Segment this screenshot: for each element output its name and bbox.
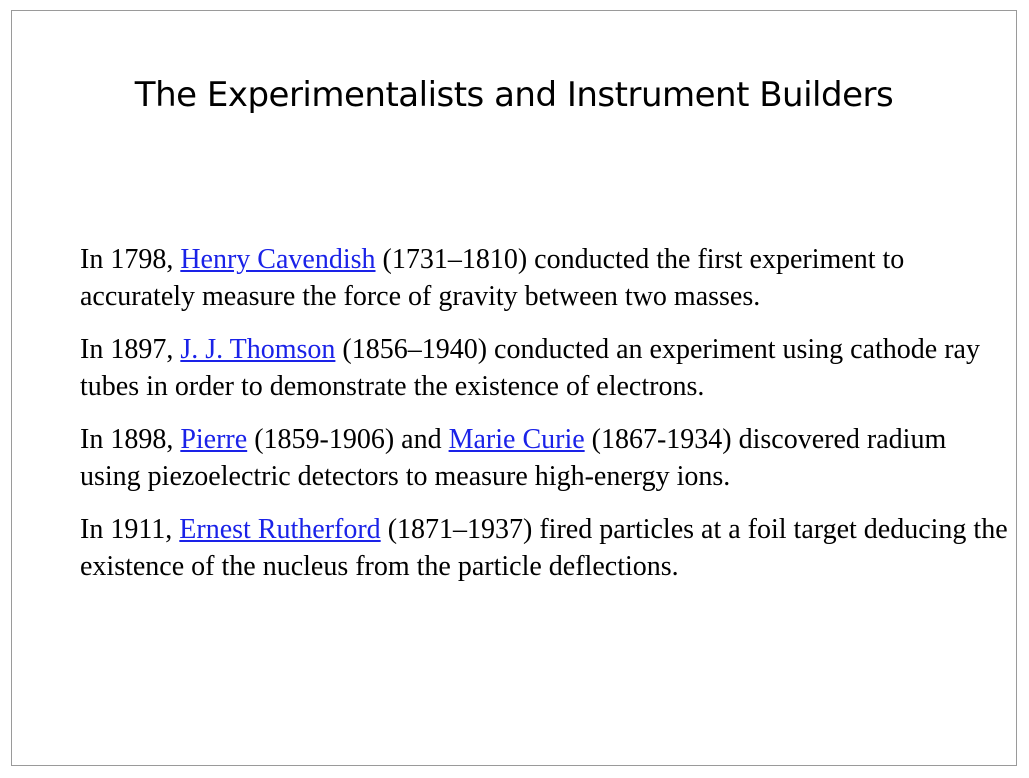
link-henry-cavendish[interactable]: Henry Cavendish <box>180 244 376 275</box>
link-pierre[interactable]: Pierre <box>180 424 248 455</box>
link-ernest-rutherford[interactable]: Ernest Rutherford <box>179 514 381 545</box>
paragraph-text: (1731–1810) conducted the first experiment to accurately measure the force of gravity between two masses. <box>80 244 905 312</box>
link-marie-curie[interactable]: Marie Curie <box>448 424 585 455</box>
slide-body <box>80 241 1010 601</box>
paragraph-text: (1867-1934) discovered radium using piezoelectric detectors to measure high-energy ions. <box>80 424 947 492</box>
paragraph-prefix: In 1911, <box>80 514 180 545</box>
paragraph-prefix: In 1898, <box>80 424 181 455</box>
paragraph-text: (1859-1906) and <box>247 424 449 455</box>
paragraph-thomson <box>80 331 1010 405</box>
paragraph-prefix: In 1798, <box>80 244 181 275</box>
paragraph-text: (1871–1937) fired particles at a foil target deducing the existence of the nucleus from the particle deflections. <box>80 514 1008 582</box>
link-jj-thomson[interactable]: J. J. Thomson <box>180 334 336 365</box>
paragraph-rutherford <box>80 511 1010 585</box>
paragraph-text: (1856–1940) conducted an experiment using cathode ray tubes in order to demonstrate the existence of electrons. <box>80 334 980 402</box>
slide-title: The Experimentalists and Instrument Builders <box>134 75 894 115</box>
slide <box>11 10 1017 766</box>
paragraph-curie <box>80 421 1010 495</box>
paragraph-cavendish <box>80 241 1010 315</box>
paragraph-prefix: In 1897, <box>80 334 181 365</box>
